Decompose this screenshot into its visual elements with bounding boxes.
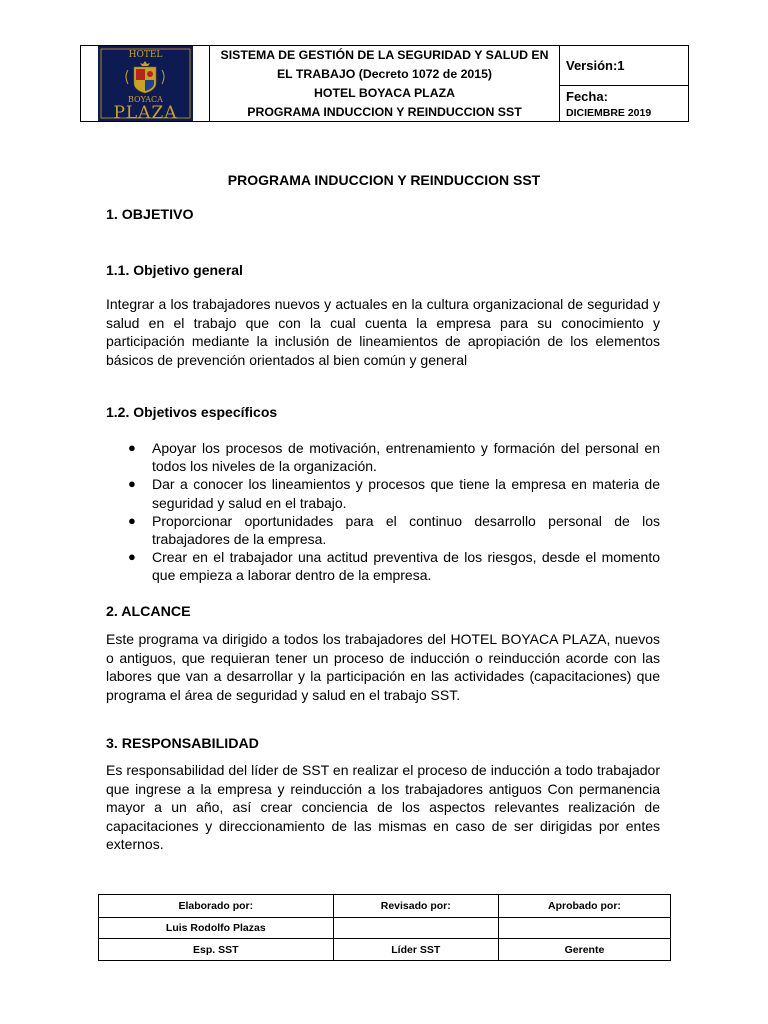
section-objetivo-heading: 1. OBJETIVO [106,207,194,223]
hotel-crest-icon [98,46,193,121]
header-line-1: SISTEMA DE GESTIÓN DE LA SEGURIDAD Y SALUD EN [220,47,549,62]
header-meta-cell [560,46,688,121]
list-item-text: Dar a conocer los lineamientos y procesos que tiene la empresa en materia de seguridad y salud en el trabajo. [152,476,660,511]
logo-cell [81,46,210,121]
table-cell: Gerente [498,939,670,961]
header-line-3: HOTEL BOYACA PLAZA [314,85,455,100]
document-header [80,45,689,122]
bullet-icon: ● [128,440,136,455]
bullet-icon: ● [128,512,136,528]
table-row [99,918,671,939]
hotel-logo [98,46,193,121]
list-item-text: Proporcionar oportunidades para el continuo desarrollo personal de los trabajadores de la empresa. [152,512,660,548]
list-item [106,512,660,548]
table-cell [333,918,498,939]
table-header-cell: Revisado por: [333,895,498,918]
list-item [106,548,660,584]
section-alcance-heading: 2. ALCANCE [106,604,191,620]
table-cell: Esp. SST [99,939,334,961]
logo-bottom-text: PLAZA [112,103,178,121]
objetivos-especificos-heading: 1.2. Objetivos específicos [106,404,278,420]
table-cell: Líder SST [333,939,498,961]
logo-mid-text: BOYACA [127,95,163,104]
header-line-4: PROGRAMA INDUCCION Y REINDUCCION SST [247,104,522,119]
bullet-icon: ● [128,549,136,565]
section-responsabilidad-heading: 3. RESPONSABILIDAD [106,736,259,752]
table-cell [498,918,670,939]
date-cell [560,86,688,121]
table-header-cell: Aprobado por: [498,895,670,918]
table-cell: Luis Rodolfo Plazas [99,918,334,939]
signature-table [98,894,671,961]
objetivo-general-heading: 1.1. Objetivo general [106,262,243,278]
list-item-text: Apoyar los procesos de motivación, entrenamiento y formación del personal en todos los niveles de la organización. [152,440,660,475]
list-item-text: Crear en el trabajador una actitud preventiva de los riesgos, desde el momento que empieza a laborar dentro de la empresa. [152,549,660,584]
responsabilidad-text: Es responsabilidad del líder de SST en realizar el proceso de inducción a todo trabajador que ingrese a la empresa y reinducción a los trabajadores antiguos Con permanencia mayor a un año, así crear conciencia de los aspectos relevantes realización de capacitaciones y direccionamiento de las mismas en caso de ser dirigidas por entes externos. [106,762,660,852]
header-line-2: EL TRABAJO (Decreto 1072 de 2015) [276,66,493,81]
logo-top-text: HOTEL [128,50,162,60]
list-item [106,439,660,475]
bullet-icon: ● [128,476,136,492]
document-title: PROGRAMA INDUCCION Y REINDUCCION SST [227,172,541,188]
table-header-cell: Elaborado por: [99,895,334,918]
objetivos-especificos-list [106,439,660,585]
table-row [99,939,671,961]
list-item [106,475,660,511]
objetivo-general-text: Integrar a los trabajadores nuevos y actuales en la cultura organizacional de seguridad y salud en el trabajo que con la cual cuenta la empresa para su conocimiento y participación mediante la inclusión de lineamientos de apropiación de los elementos básicos de prevención orientados al bien común y general [106,296,660,368]
version-label: Versión:1 [560,46,688,86]
table-row [99,895,671,918]
date-label: Fecha: [566,89,608,104]
date-value: DICIEMBRE 2019 [566,107,652,119]
header-title-cell [210,46,560,121]
alcance-text: Este programa va dirigido a todos los trabajadores del HOTEL BOYACA PLAZA, nuevos o antiguos, que requieran tener un proceso de inducción o reinducción acorde con las labores que van a desarrollar y la participación en las actividades (capacitaciones) que programa el área de seguridad y salud en el trabajo SST. [106,631,660,703]
